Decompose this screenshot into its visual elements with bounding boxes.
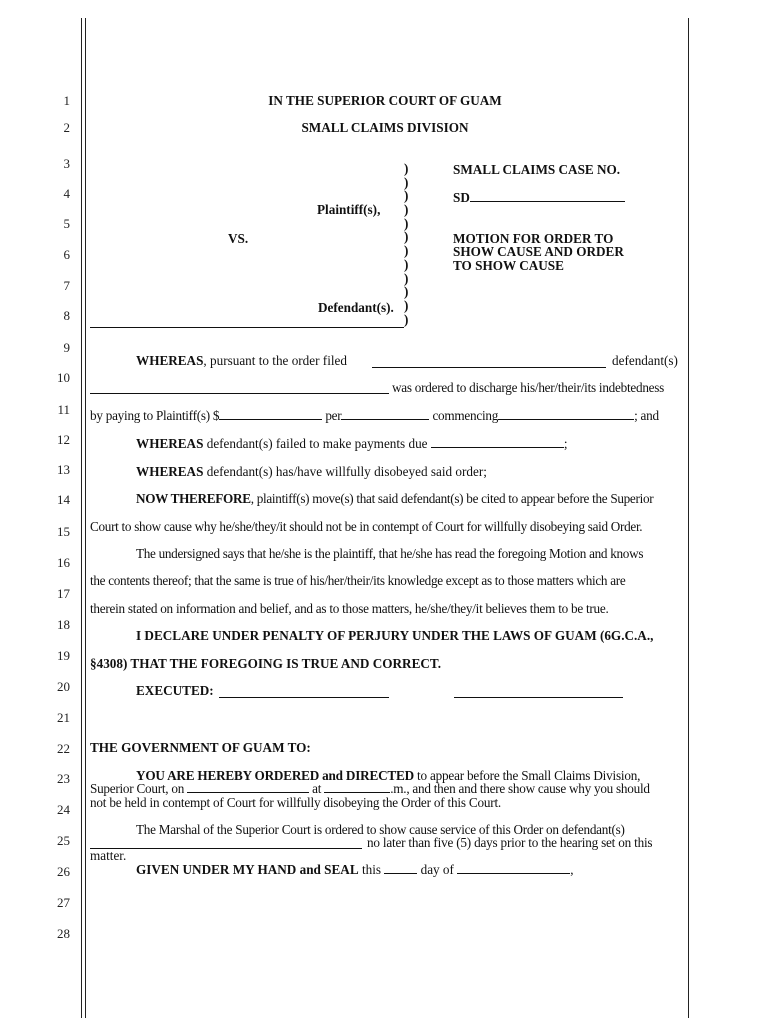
marshal-line1: The Marshal of the Superior Court is ordered to show cause service of this Order on defendant(s) — [136, 822, 625, 837]
commencing-blank — [498, 408, 634, 420]
given-day-blank — [384, 862, 417, 874]
line-number: 13 — [57, 462, 70, 477]
document-title-line1: MOTION FOR ORDER TO — [453, 231, 614, 246]
line-number: 9 — [63, 340, 70, 355]
line-number: 11 — [57, 402, 70, 417]
whereas-1-bold: WHEREAS — [136, 353, 204, 368]
defendant-name-blank — [90, 393, 389, 394]
hearing-date-blank — [187, 781, 309, 793]
whereas-2-bold: WHEREAS — [136, 436, 204, 451]
caption-paren: ) — [404, 256, 409, 272]
indebtedness-text: was ordered to discharge his/her/their/its indebtedness — [392, 380, 665, 395]
caption-paren: ) — [404, 297, 409, 313]
line-number: 8 — [63, 308, 70, 323]
contempt-line: not be held in contempt of Court for willfully disobeying the Order of this Court. — [90, 795, 502, 810]
line-number: 25 — [57, 833, 70, 848]
given-under-hand-line — [136, 862, 574, 878]
caption-paren: ) — [404, 174, 409, 190]
given-month-blank — [457, 862, 570, 874]
line-number: 14 — [57, 492, 70, 507]
whereas-1-text: , pursuant to the order filed — [203, 353, 347, 368]
line-number: 7 — [63, 278, 70, 293]
paying-label: by paying to Plaintiff(s) $ — [90, 408, 220, 423]
undersigned-line: The undersigned says that he/she is the plaintiff, that he/she has read the foregoing Motion and knows — [136, 546, 644, 561]
line-number: 3 — [63, 156, 70, 171]
line-number: 6 — [63, 247, 70, 262]
information-belief-line: therein stated on information and belief, and as to those matters, he/she/they/it believes them to be true. — [90, 601, 609, 616]
given-bold: GIVEN UNDER MY HAND and SEAL — [136, 862, 359, 877]
marshal-line3: matter. — [90, 848, 127, 863]
line-number: 23 — [57, 771, 70, 786]
whereas-disobeyed — [136, 464, 487, 480]
given-comma: , — [570, 862, 574, 877]
perjury-declaration-line1: I DECLARE UNDER PENALTY OF PERJURY UNDER THE LAWS OF GUAM (6G.C.A., — [136, 628, 654, 643]
caption-paren: ) — [404, 229, 409, 245]
line-number: 27 — [57, 895, 70, 910]
line-number: 26 — [57, 864, 70, 879]
ordered-bold: YOU ARE HEREBY ORDERED and DIRECTED — [136, 768, 414, 783]
whereas-3-text: defendant(s) has/have willfully disobeyed said order; — [203, 464, 487, 479]
caption-underline — [90, 327, 404, 328]
line-number: 15 — [57, 524, 70, 539]
caption-paren: ) — [404, 161, 409, 176]
order-filed-blank — [372, 367, 606, 368]
ordered-text: to appear before the Small Claims Division, — [413, 768, 641, 783]
hearing-time-blank — [324, 781, 390, 793]
marshal-defendant-blank — [90, 848, 362, 849]
line-number: 12 — [57, 432, 70, 447]
vs-label: VS. — [228, 231, 249, 246]
line-number: 28 — [57, 926, 70, 941]
caption-paren: ) — [404, 270, 409, 286]
line-number-gutter — [0, 0, 78, 1024]
caption-paren-column — [404, 162, 414, 326]
line-number: 16 — [57, 555, 70, 570]
order-heading: THE GOVERNMENT OF GUAM TO: — [90, 740, 311, 755]
now-therefore-bold: NOW THEREFORE — [136, 491, 251, 506]
whereas-order-filed — [136, 353, 347, 369]
document-title-line3: TO SHOW CAUSE — [453, 258, 564, 273]
payment-terms-line — [90, 408, 659, 424]
court-heading: IN THE SUPERIOR COURT OF GUAM — [268, 93, 502, 108]
amount-blank — [219, 408, 322, 420]
line-number: 4 — [63, 186, 70, 201]
line-number: 22 — [57, 741, 70, 756]
given-this-label: this — [358, 862, 381, 877]
whereas-1-end: defendant(s) — [612, 353, 678, 368]
line-number: 5 — [63, 216, 70, 231]
line-number: 20 — [57, 679, 70, 694]
case-number-label: SMALL CLAIMS CASE NO. — [453, 162, 621, 177]
now-therefore-text: , plaintiff(s) move(s) that said defendant(s) be cited to appear before the Superior — [250, 491, 654, 506]
caption-paren: ) — [404, 284, 409, 300]
perjury-declaration-line2: §4308) THAT THE FOREGOING IS TRUE AND CORRECT. — [90, 656, 441, 671]
whereas-2-end: ; — [563, 436, 568, 451]
left-margin-rule-inner — [85, 18, 86, 1018]
caption-paren: ) — [404, 202, 409, 218]
marshal-line2: no later than five (5) days prior to the hearing set on this — [367, 835, 653, 850]
line-number: 24 — [57, 802, 70, 817]
line-number: 19 — [57, 648, 70, 663]
case-number-blank — [470, 190, 625, 202]
defendant-label: Defendant(s). — [318, 300, 394, 315]
executed-date-blank — [219, 697, 389, 698]
line-number: 1 — [63, 93, 70, 108]
whereas-failed-payments — [136, 436, 568, 452]
left-margin-rule-outer — [81, 18, 82, 1018]
line-number: 18 — [57, 617, 70, 632]
plaintiff-label: Plaintiff(s), — [317, 202, 381, 217]
at-label: at — [312, 781, 322, 796]
case-number-field — [453, 190, 625, 206]
per-label: per — [325, 408, 342, 423]
and-label: ; and — [634, 408, 659, 423]
line-number: 17 — [57, 586, 70, 601]
show-cause-line: Court to show cause why he/she/they/it should not be in contempt of Court for willfully disobeying said Order. — [90, 519, 643, 534]
caption-paren: ) — [404, 243, 409, 259]
caption-paren: ) — [404, 311, 409, 327]
document-title-line2: SHOW CAUSE AND ORDER — [453, 244, 624, 259]
sd-prefix: SD — [453, 190, 470, 205]
caption-paren: ) — [404, 215, 409, 231]
superior-court-on-label: Superior Court, on — [90, 781, 185, 796]
hearing-tail-text: .m., and then and there show cause why you should — [390, 781, 650, 796]
line-number: 10 — [57, 370, 70, 385]
per-blank — [341, 408, 429, 420]
payments-due-blank — [431, 436, 564, 448]
given-day-of-label: day of — [420, 862, 454, 877]
right-margin-rule — [688, 18, 689, 1018]
line-number: 21 — [57, 710, 70, 725]
contents-line: the contents thereof; that the same is true of his/her/their/its knowledge except as to those matters which are — [90, 573, 626, 588]
division-heading: SMALL CLAIMS DIVISION — [301, 120, 469, 135]
whereas-3-bold: WHEREAS — [136, 464, 204, 479]
signature-blank — [454, 697, 623, 698]
whereas-2-text: defendant(s) failed to make payments due — [203, 436, 428, 451]
now-therefore-line — [136, 491, 653, 507]
caption-paren: ) — [404, 188, 409, 204]
line-number: 2 — [63, 120, 70, 135]
executed-label: EXECUTED: — [136, 683, 214, 698]
commencing-label: commencing — [432, 408, 499, 423]
